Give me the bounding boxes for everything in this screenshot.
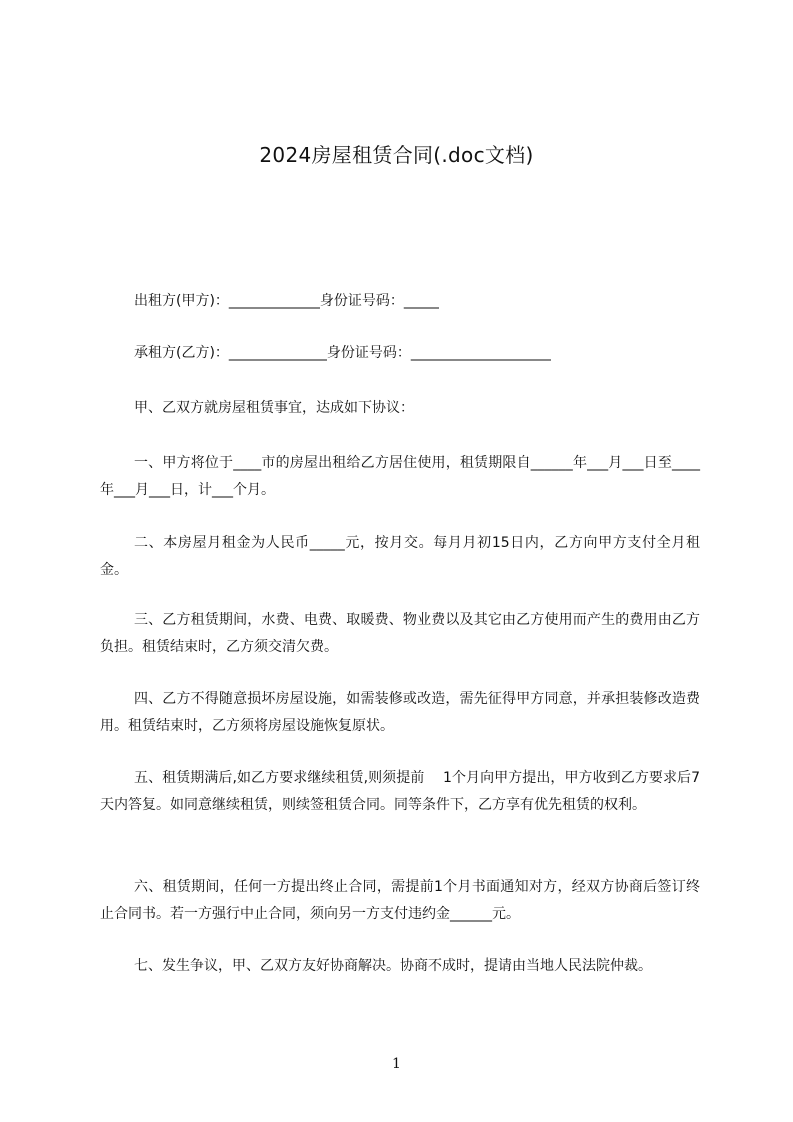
clause-7: 七、发生争议，甲、乙双方友好协商解决。协商不成时，提请由当地人民法院仲裁。 [134,958,652,974]
document-title: 2024房屋租赁合同(.doc文档) [259,143,534,167]
clause-6: 六、租赁期间，任何一方提出终止合同，需提前1个月书面通知对方，经双方协商后签订终止合同书。若一方强行中止合同，须向另一方支付违约金______元。 [100,879,700,922]
lessor-line: 出租方(甲方)：_____________身份证号码：_____ [134,293,439,309]
clause-2: 二、本房屋月租金为人民币_____元，按月交。每月月初15日内，乙方向甲方支付全月租金。 [100,535,700,578]
page-number: 1 [392,1056,401,1072]
clause-4: 四、乙方不得随意损坏房屋设施，如需装修或改造，需先征得甲方同意，并承担装修改造费用。租赁结束时，乙方须将房屋设施恢复原状。 [100,691,700,734]
clause-3: 三、乙方租赁期间，水费、电费、取暖费、物业费以及其它由乙方使用而产生的费用由乙方负担。租赁结束时，乙方须交清欠费。 [100,612,700,655]
agreement-intro: 甲、乙双方就房屋租赁事宜，达成如下协议： [134,400,414,416]
clause-5: 五、租赁期满后,如乙方要求继续租赁,则须提前 1个月向甲方提出，甲方收到乙方要求后7天内答复。如同意继续租赁，则续签租赁合同。同等条件下，乙方享有优先租赁的权利。 [100,770,700,813]
lessee-line: 承租方(乙方)：______________身份证号码：____________________ [134,345,551,361]
clause-1: 一、甲方将位于____市的房屋出租给乙方居住使用，租赁期限自______年___月___日至____年___月___日，计___个月。 [100,455,700,498]
